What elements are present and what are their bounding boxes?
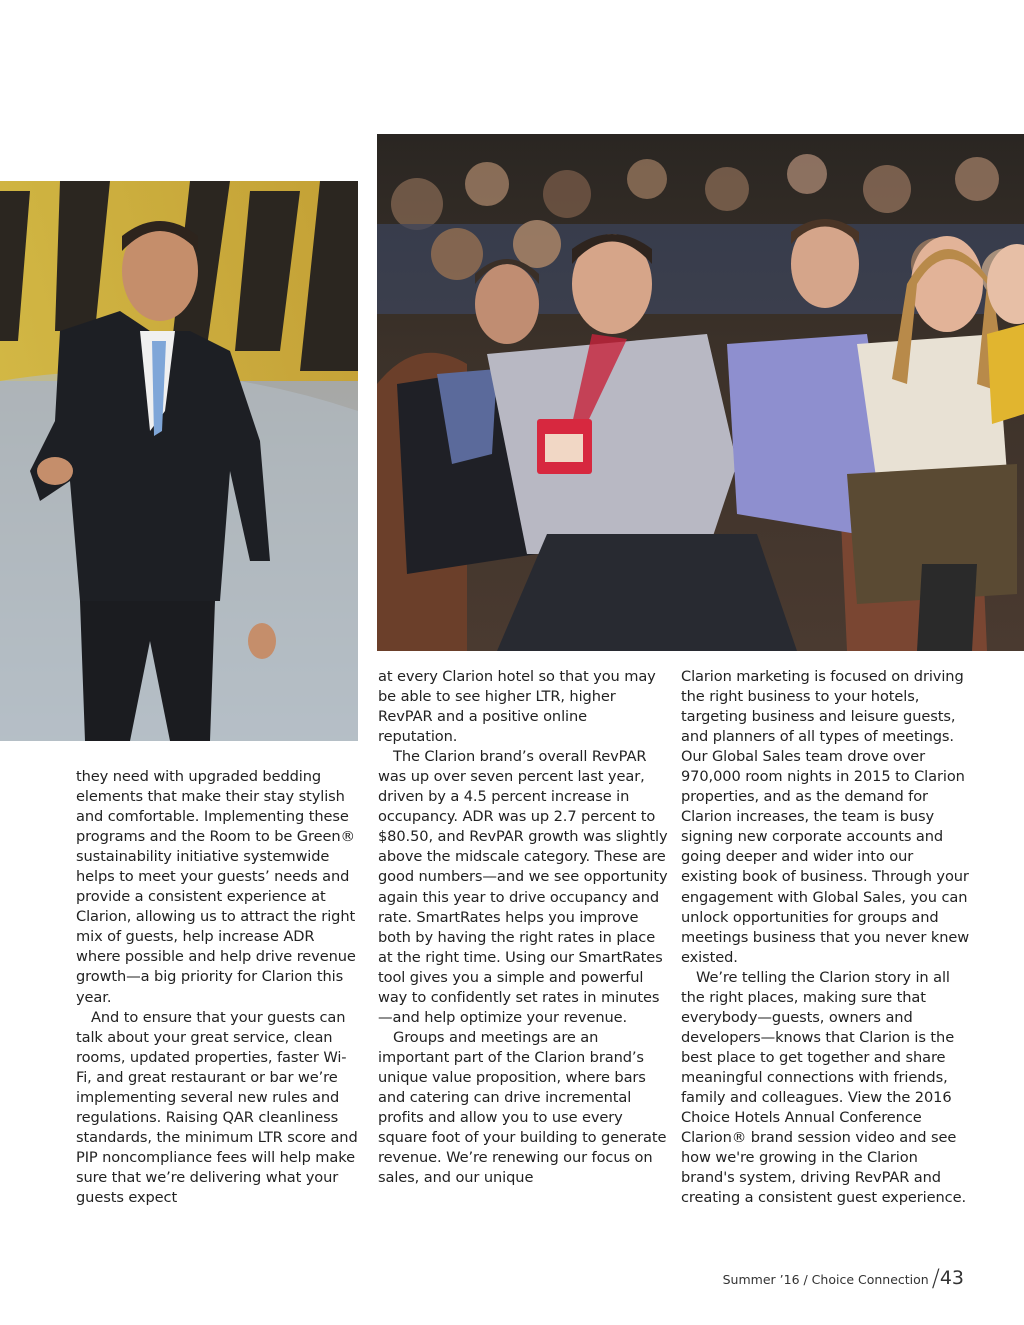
paragraph: And to ensure that your guests can talk about your great service, clean rooms, updated properties, faster Wi-Fi, and great restaurant or bar we’re implementing several new rules and regulations. Raising QAR cleanliness standards, the minimum LTR score and PIP noncompliance fees will help make sure that we’re delivering what your guests expect [76, 1008, 358, 1206]
paragraph: at every Clarion hotel so that you may be able to see higher LTR, higher RevPAR and a positive online reputation. [378, 668, 656, 746]
body-column-2 [378, 667, 668, 1188]
paragraph: Clarion marketing is focused on driving the right business to your hotels, targeting business and leisure guests, and planners of all types of meetings. Our Global Sales team drove over 970,000 room nights in 2015 to Clarion properties, and as the demand for Clarion increases, the team is busy signing new corporate accounts and going deeper and wider into our existing book of business. Through your engagement with Global Sales, you can unlock opportunities for groups and meetings business that you never knew existed. [681, 668, 970, 966]
publication-title: Summer ’16 / Choice Connection [722, 1272, 929, 1287]
body-column-3 [681, 667, 971, 1208]
folio-slash: / [931, 1264, 940, 1292]
paragraph: they need with upgraded bedding elements that make their stay stylish and comfortable. Implementing these programs and the Room to be Green® sustainability initiative systemwide helps to meet your guests’ needs and provide a consistent experience at Clarion, allowing us to attract the right mix of guests, help increase ADR where possible and help drive revenue growth—a big priority for Clarion this year. [76, 768, 356, 1006]
paragraph: The Clarion brand’s overall RevPAR was up over seven percent last year, driven by a 4.5 percent increase in occupancy. ADR was up 2.7 percent to $80.50, and RevPAR growth was slightly above the midscale category. These are good numbers—and we see opportunity again this year to drive occupancy and rate. SmartRates helps you improve both by having the right rates in place at the right time. Using our SmartRates tool gives you a simple and powerful way to confidently set rates in minutes—and help optimize your revenue. [378, 748, 668, 1026]
speaker-photo [0, 181, 358, 741]
paragraph: Groups and meetings are an important part of the Clarion brand’s unique value proposition, where bars and catering can drive incremental profits and allow you to use every square foot of your building to generate revenue. We’re renewing our focus on sales, and our unique [378, 1028, 667, 1187]
page-footer [723, 1266, 964, 1290]
audience-photo [377, 134, 1024, 651]
body-column-1 [76, 767, 362, 1208]
paragraph: We’re telling the Clarion story in all the right places, making sure that everybody—guests, owners and developers—knows that Clarion is the best place to get together and share meaningful connections with friends, family and colleagues. View the 2016 Choice Hotels Annual Conference Clarion® brand session video and see how we're growing in the Clarion brand's system, driving RevPAR and creating a consistent guest experience. [681, 968, 966, 1207]
page-number: 43 [939, 1267, 964, 1289]
